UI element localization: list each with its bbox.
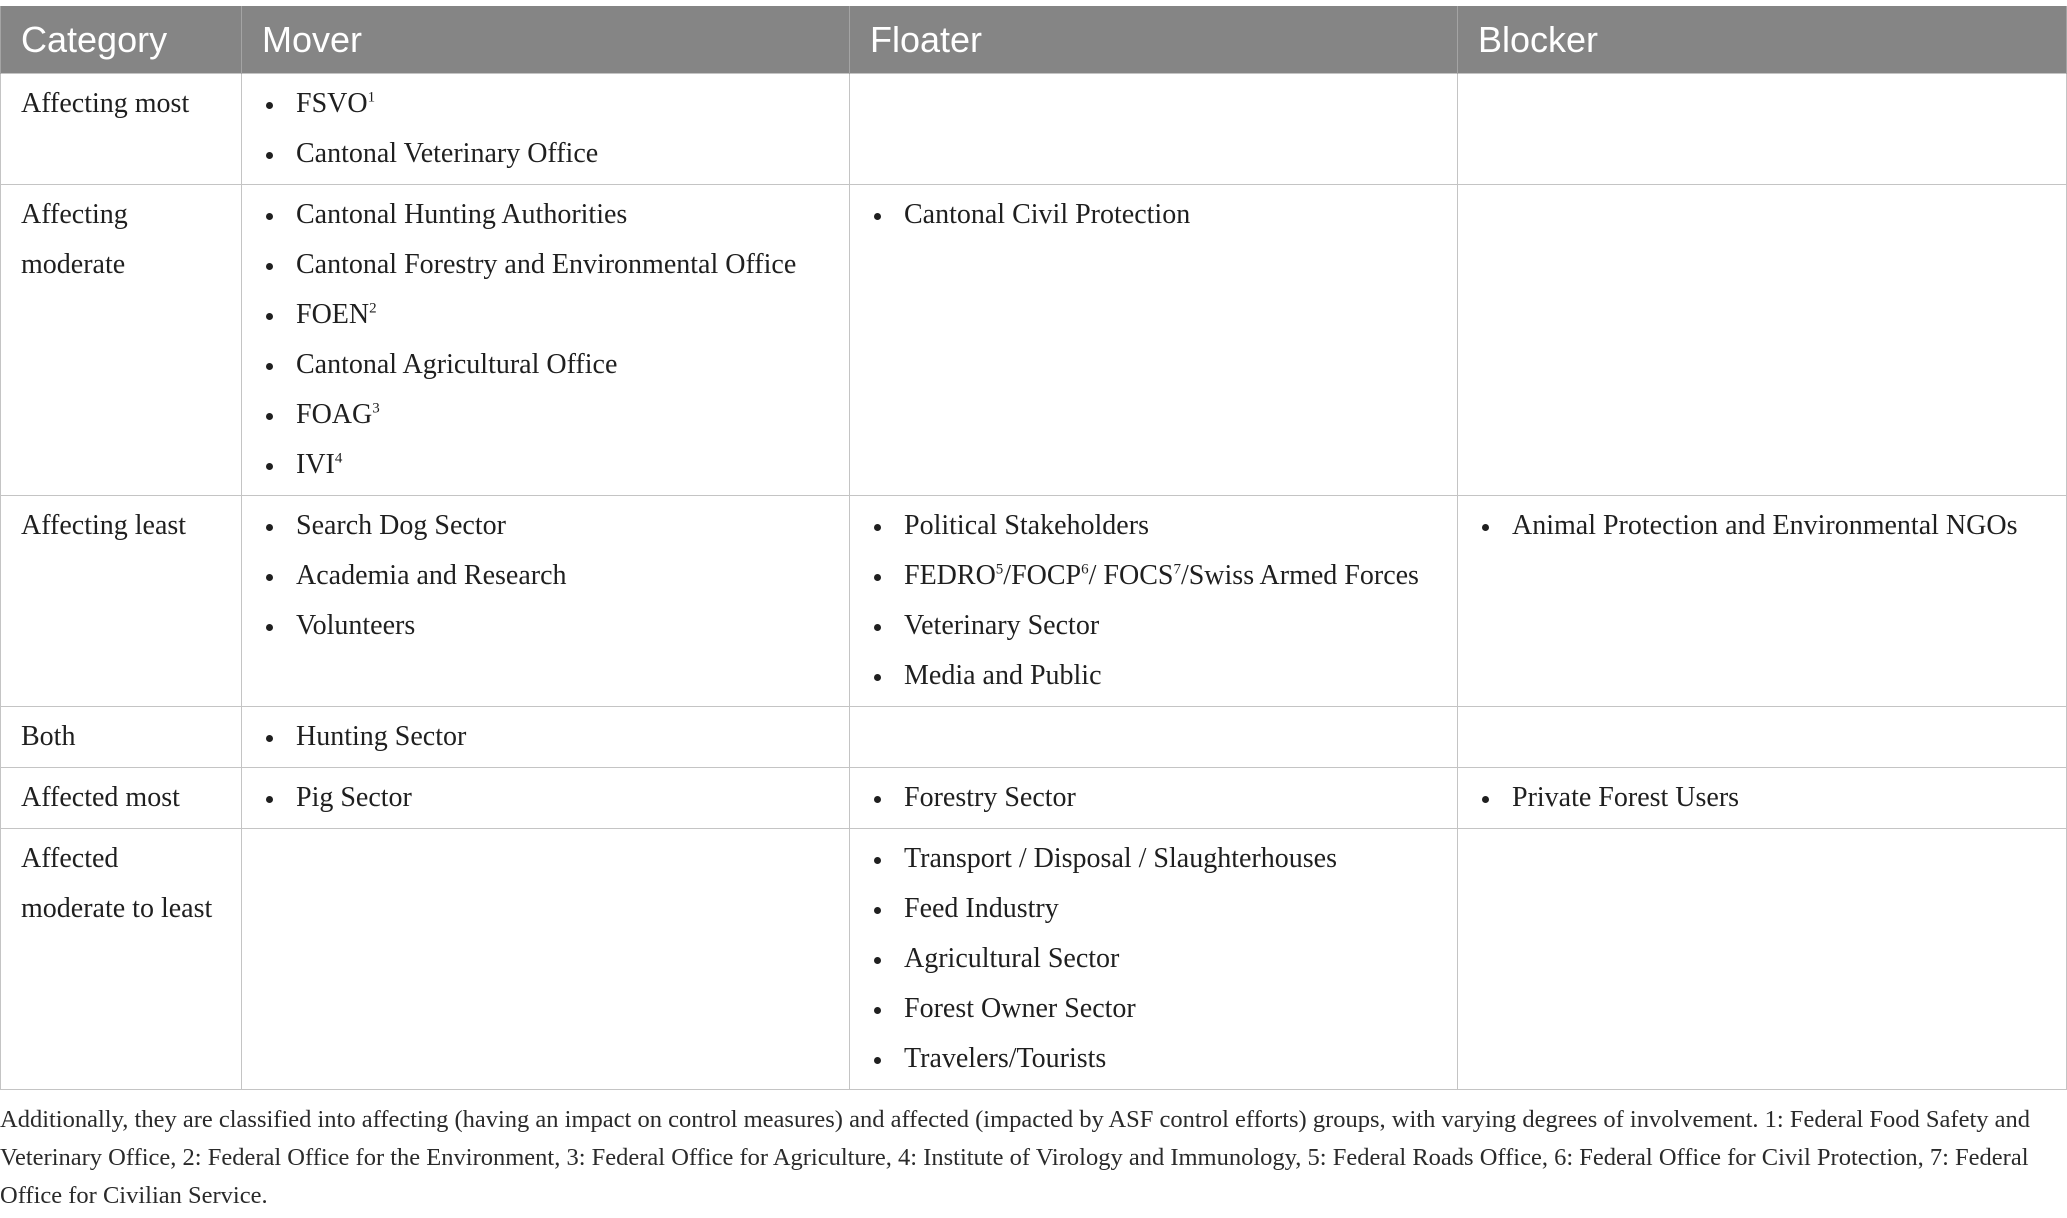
mover-cell [242,829,850,1090]
list-item [262,390,839,440]
blocker-cell [1458,496,2067,707]
table-row [1,74,2067,185]
footnote-marker: 1 [367,89,376,106]
mover-list [262,190,839,490]
blocker-cell [1458,768,2067,829]
list-item [870,1034,1447,1084]
item-text: Search Dog Sector [296,510,506,541]
list-item [1478,501,2056,551]
mover-list [262,712,839,762]
stakeholder-table [0,6,2067,1090]
blocker-cell [1458,707,2067,768]
item-text: Cantonal Agricultural Office [296,349,618,380]
blocker-cell [1458,185,2067,496]
category-cell [1,707,242,768]
list-item [870,773,1447,823]
mover-list [262,773,839,823]
item-text: Political Stakeholders [904,510,1149,541]
mover-cell [242,185,850,496]
list-item [262,129,839,179]
list-item [870,834,1447,884]
category-cell [1,74,242,185]
table-footnote: Additionally, they are classified into affecting (having an impact on control measures) and affected (impacted by ASF control efforts) groups, with varying degrees of involvement. 1: Federal Food Safety and Veterinary Office, 2: Federal Office for the Environment, 3: Federal Office for Agriculture, 4: Institute of Virology and Immunology, 5: Federal Roads Office, 6: Federal Office for Civil Protection, 7: Federal Office for Civilian Service. [0,1106,2030,1209]
category-line: moderate to least [21,893,213,924]
footnote-marker: 7 [1173,561,1181,578]
mover-cell [242,768,850,829]
item-text: Animal Protection and Environmental NGOs [1512,510,2018,541]
item-text: Agricultural Sector [904,943,1120,974]
list-item [262,79,839,129]
item-text: Cantonal Forestry and Environmental Office [296,249,797,280]
item-text: /FOCP [1003,560,1082,591]
list-item [870,984,1447,1034]
category-cell [1,185,242,496]
header-category: Category [1,6,242,74]
table-row [1,185,2067,496]
list-item [262,340,839,390]
table-row [1,829,2067,1090]
header-mover: Mover [242,6,850,74]
footnote-marker: 3 [372,400,380,417]
item-text: FSVO [296,88,368,119]
item-text: /Swiss Armed Forces [1180,560,1419,591]
header-blocker: Blocker [1458,6,2067,74]
footnote-marker: 6 [1081,561,1089,578]
item-text: Transport / Disposal / Slaughterhouses [904,843,1337,874]
table-row [1,707,2067,768]
floater-cell [850,829,1458,1090]
list-item [262,551,839,601]
category-line: moderate [21,249,126,280]
category-line: Affecting least [21,510,187,541]
list-item [870,551,1447,601]
list-item [870,601,1447,651]
floater-cell [850,768,1458,829]
mover-list [262,79,839,179]
item-text: Cantonal Veterinary Office [296,138,599,169]
category-cell [1,768,242,829]
list-item [262,601,839,651]
list-item [262,501,839,551]
floater-cell [850,707,1458,768]
category-line: Affecting [21,199,128,230]
table-body [1,74,2067,1090]
footnote-marker: 5 [995,561,1004,578]
item-text: Academia and Research [296,560,567,591]
category-cell [1,829,242,1090]
floater-cell [850,496,1458,707]
list-item [870,501,1447,551]
list-item [870,884,1447,934]
item-text: Pig Sector [296,782,412,813]
item-text: Hunting Sector [296,721,467,752]
item-text: Veterinary Sector [904,610,1100,641]
list-item [870,190,1447,240]
item-text: Cantonal Hunting Authorities [296,199,628,230]
floater-list [870,501,1447,701]
table-header [1,6,2067,74]
floater-list [870,190,1447,240]
list-item [262,773,839,823]
category-line: Affecting most [21,88,190,119]
floater-list [870,773,1447,823]
item-text: Cantonal Civil Protection [904,199,1191,230]
list-item [262,240,839,290]
mover-cell [242,74,850,185]
category-line: Affected most [21,782,180,813]
category-cell [1,496,242,707]
floater-list [870,834,1447,1084]
item-text: Volunteers [296,610,416,641]
table-row [1,768,2067,829]
mover-cell [242,496,850,707]
floater-cell [850,185,1458,496]
mover-list [262,501,839,651]
table-row [1,496,2067,707]
mover-cell [242,707,850,768]
item-text: FOAG [296,399,373,430]
list-item [262,712,839,762]
footnote-marker: 2 [369,300,377,317]
blocker-cell [1458,74,2067,185]
category-line: Affected [21,843,119,874]
list-item [870,651,1447,701]
blocker-list [1478,773,2056,823]
item-text: IVI [296,449,335,480]
item-text: / FOCS [1088,560,1174,591]
item-text: Travelers/Tourists [904,1043,1107,1074]
floater-cell [850,74,1458,185]
item-text: Media and Public [904,660,1102,691]
item-text: FOEN [296,299,370,330]
blocker-cell [1458,829,2067,1090]
table-container [0,6,2066,1090]
list-item [262,290,839,340]
footnote-marker: 4 [334,450,343,467]
item-text: Private Forest Users [1512,782,1740,813]
list-item [262,440,839,490]
blocker-list [1478,501,2056,551]
list-item [1478,773,2056,823]
category-line: Both [21,721,76,752]
list-item [262,190,839,240]
list-item [870,934,1447,984]
item-text: Forestry Sector [904,782,1076,813]
item-text: Feed Industry [904,893,1059,924]
item-text: FEDRO [904,560,996,591]
header-row [1,6,2067,74]
header-floater: Floater [850,6,1458,74]
item-text: Forest Owner Sector [904,993,1136,1024]
